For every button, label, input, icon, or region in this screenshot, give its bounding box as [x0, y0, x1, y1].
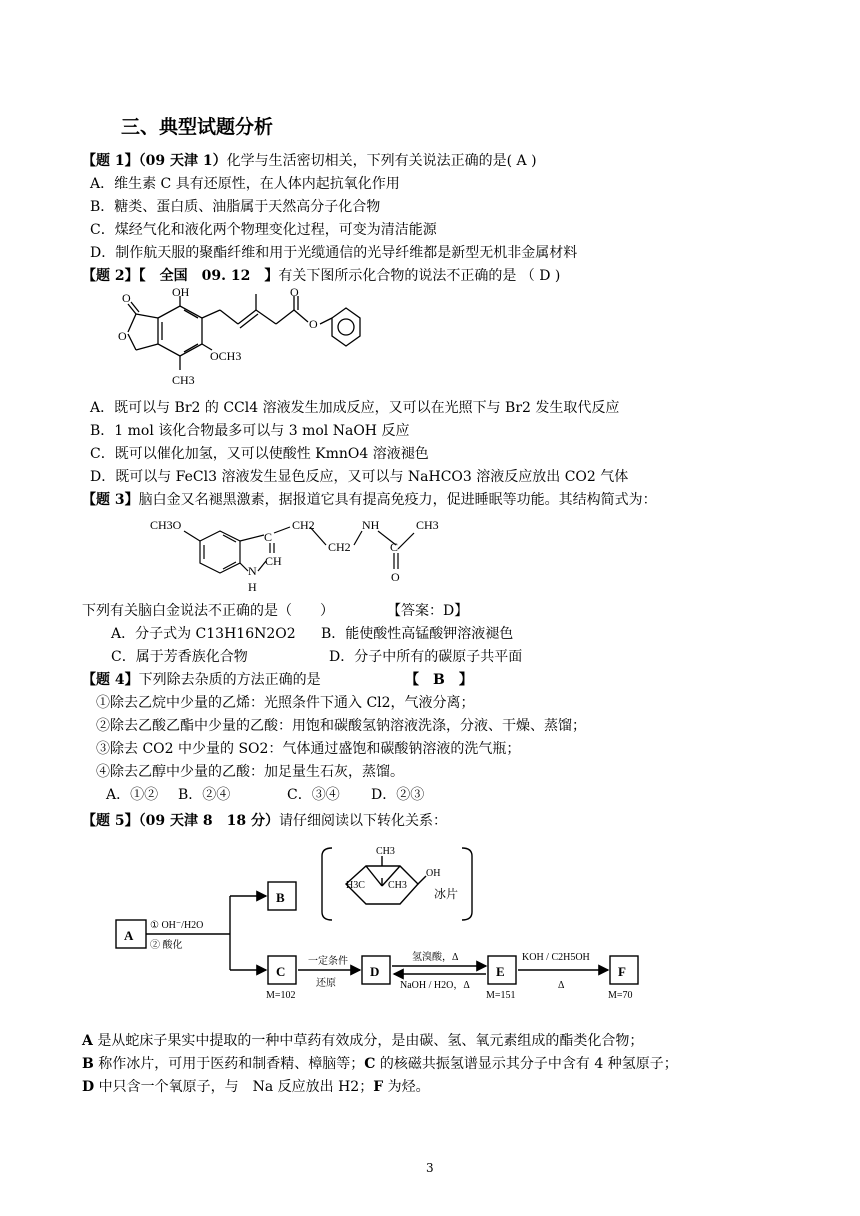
q1-option-a: A．维生素 C 具有还原性，在人体内起抗氧化作用 [90, 176, 400, 192]
q4-item-1: ①除去乙烷中少量的乙烯：光照条件下通入 Cl2，气液分离； [96, 695, 475, 711]
q3-label-c1: C [264, 530, 273, 544]
q3-label-nh: NH [362, 518, 380, 532]
q5-stem: 请仔细阅读以下转化关系： [278, 813, 447, 829]
q5-note-1 [82, 1031, 643, 1051]
q4-item-4: ④除去乙醇中少量的乙酸：加足量生石灰，蒸馏。 [96, 764, 404, 780]
q2-label-oh: OH [172, 288, 190, 299]
q5-head: 【题 5】（09 天津 8 18 分） [82, 813, 279, 829]
q3-structure [148, 513, 448, 597]
note-2-bold: B [82, 1056, 94, 1072]
note-2-bold2: C [364, 1056, 376, 1072]
q2-option-a: A．既可以与 Br2 的 CCl4 溶液发生加成反应，又可以在光照下与 Br2 发生取代反应 [90, 400, 620, 416]
q3-label-o: O [391, 570, 400, 584]
cd-bottom-label: 还原 [316, 978, 336, 989]
q4-option-d: D．②③ [371, 787, 425, 803]
q3-option-a: A．分子式为 C13H16N2O2 [111, 626, 296, 642]
de-top-label: 氢溴酸，Δ [412, 952, 459, 963]
q4-option-b: B．②④ [178, 787, 231, 803]
q2-option-d: D．既可以与 FeCl3 溶液发生显色反应，又可以与 NaHCO3 溶液反应放出 CO2 气体 [90, 469, 629, 485]
q3-line [82, 490, 657, 510]
note-3-bold: D [82, 1079, 95, 1095]
q1-head: 【题 1】（09 天津 1） [82, 153, 227, 169]
q2-label-o3: O [290, 288, 299, 299]
q1-option-d: D．制作航天服的聚酯纤维和用于光缆通信的光导纤维都是新型无机非金属材料 [90, 245, 578, 261]
bornane-ch3-top: CH3 [376, 846, 395, 857]
label-c: C [276, 964, 286, 979]
note-1-text: 是从蛇床子果实中提取的一种中草药有效成分，是由碳、氢、氧元素组成的酯类化合物； [92, 1033, 644, 1049]
bingpian-label: 冰片 [434, 887, 459, 901]
q4-stem: 下列除去杂质的方法正确的是 [138, 672, 321, 688]
q3-label-n: N [248, 564, 257, 578]
note-3-text: 中只含一个氧原子，与 Na 反应放出 H2； [94, 1079, 374, 1095]
label-e: E [496, 964, 505, 979]
q4-answer: 【 B 】 [405, 672, 473, 688]
q4-line [82, 670, 321, 690]
step2-label: ② 酸化 [150, 940, 183, 951]
mass-e: M=151 [486, 990, 516, 1001]
ef-top-label: KOH / C2H5OH [522, 952, 590, 963]
q3-option-c: C．属于芳香族化合物 [111, 649, 248, 665]
de-bottom-label: NaOH / H2O，Δ [400, 980, 470, 991]
q3-label-ch3o: CH3O [150, 518, 182, 532]
q1-line [82, 151, 537, 171]
q2-head: 【题 2】【 全国 09. 12 】 [82, 268, 279, 284]
q4-head: 【题 4】 [82, 672, 139, 688]
q5-conversion-diagram [110, 842, 670, 1012]
note-2-text2: 的核磁共振氢谱显示其分子中含有 4 种氢原子； [375, 1056, 678, 1072]
q3-stem: 脑白金又名褪黑激素，据报道它具有提高免疫力，促进睡眠等功能。其结构简式为： [138, 492, 657, 508]
note-3-text2: 为烃。 [383, 1079, 430, 1095]
q1-stem: 化学与生活密切相关，下列有关说法正确的是( A ) [226, 153, 537, 169]
q3-label-ch2a: CH2 [292, 518, 315, 532]
mass-c: M=102 [266, 990, 296, 1001]
q3-label-ch3: CH3 [416, 518, 439, 532]
q5-note-3 [82, 1077, 430, 1097]
q2-label-och3: OCH3 [210, 349, 242, 363]
bornane-h3c: H3C [346, 880, 365, 891]
cd-top-label: 一定条件 [308, 956, 348, 967]
note-2-text: 称作冰片，可用于医药和制香精、樟脑等； [93, 1056, 365, 1072]
q3-label-h: H [248, 580, 257, 594]
q3-label-c2: C [390, 540, 399, 554]
q2-stem: 有关下图所示化合物的说法不正确的是 （ D ) [278, 268, 561, 284]
q3-question: 下列有关脑白金说法不正确的是（ ） [82, 603, 334, 619]
q2-label-o4: O [309, 317, 318, 331]
q3-option-b: B．能使酸性高锰酸钾溶液褪色 [321, 626, 514, 642]
label-f: F [618, 964, 626, 979]
note-3-bold2: F [373, 1079, 384, 1095]
q2-label-o1: O [122, 291, 131, 305]
mass-f: M=70 [608, 990, 633, 1001]
q3-option-d: D．分子中所有的碳原子共平面 [329, 649, 523, 665]
q4-item-2: ②除去乙酸乙酯中少量的乙酸：用饱和碳酸氢钠溶液洗涤，分液、干燥、蒸馏； [96, 718, 586, 734]
q3-label-ch: CH [265, 554, 282, 568]
q4-option-c: C．③④ [287, 787, 340, 803]
q4-item-3: ③除去 CO2 中少量的 SO2：气体通过盛饱和碳酸钠溶液的洗气瓶； [96, 741, 521, 757]
label-a: A [124, 928, 134, 943]
bornane-ch3-mid: CH3 [388, 880, 407, 891]
q4-option-a: A．①② [106, 787, 159, 803]
q3-answer: 【答案：D】 [387, 603, 469, 619]
note-1-bold: A [82, 1033, 93, 1049]
step1-label: ① OH⁻/H2O [150, 920, 204, 931]
q5-line [82, 811, 447, 831]
q3-head: 【题 3】 [82, 492, 139, 508]
page-number: 3 [426, 1161, 434, 1175]
label-d: D [370, 964, 380, 979]
q1-option-b: B．糖类、蛋白质、油脂属于天然高分子化合物 [90, 199, 381, 215]
q2-option-c: C．既可以催化加氢，又可以使酸性 KmnO4 溶液褪色 [90, 446, 429, 462]
q5-note-2 [82, 1054, 678, 1074]
bornane-oh: OH [426, 868, 441, 879]
q2-label-ch3: CH3 [172, 373, 195, 387]
ef-bottom-label: Δ [558, 980, 565, 991]
q1-option-c: C．煤经气化和液化两个物理变化过程，可变为清洁能源 [90, 222, 437, 238]
q2-label-o2: O [118, 329, 127, 343]
q2-line [82, 266, 560, 286]
section-title: 三、典型试题分析 [121, 116, 274, 138]
q3-label-ch2b: CH2 [328, 540, 351, 554]
q2-option-b: B．1 mol 该化合物最多可以与 3 mol NaOH 反应 [90, 423, 410, 439]
label-b: B [276, 890, 285, 905]
q2-structure [108, 288, 370, 392]
